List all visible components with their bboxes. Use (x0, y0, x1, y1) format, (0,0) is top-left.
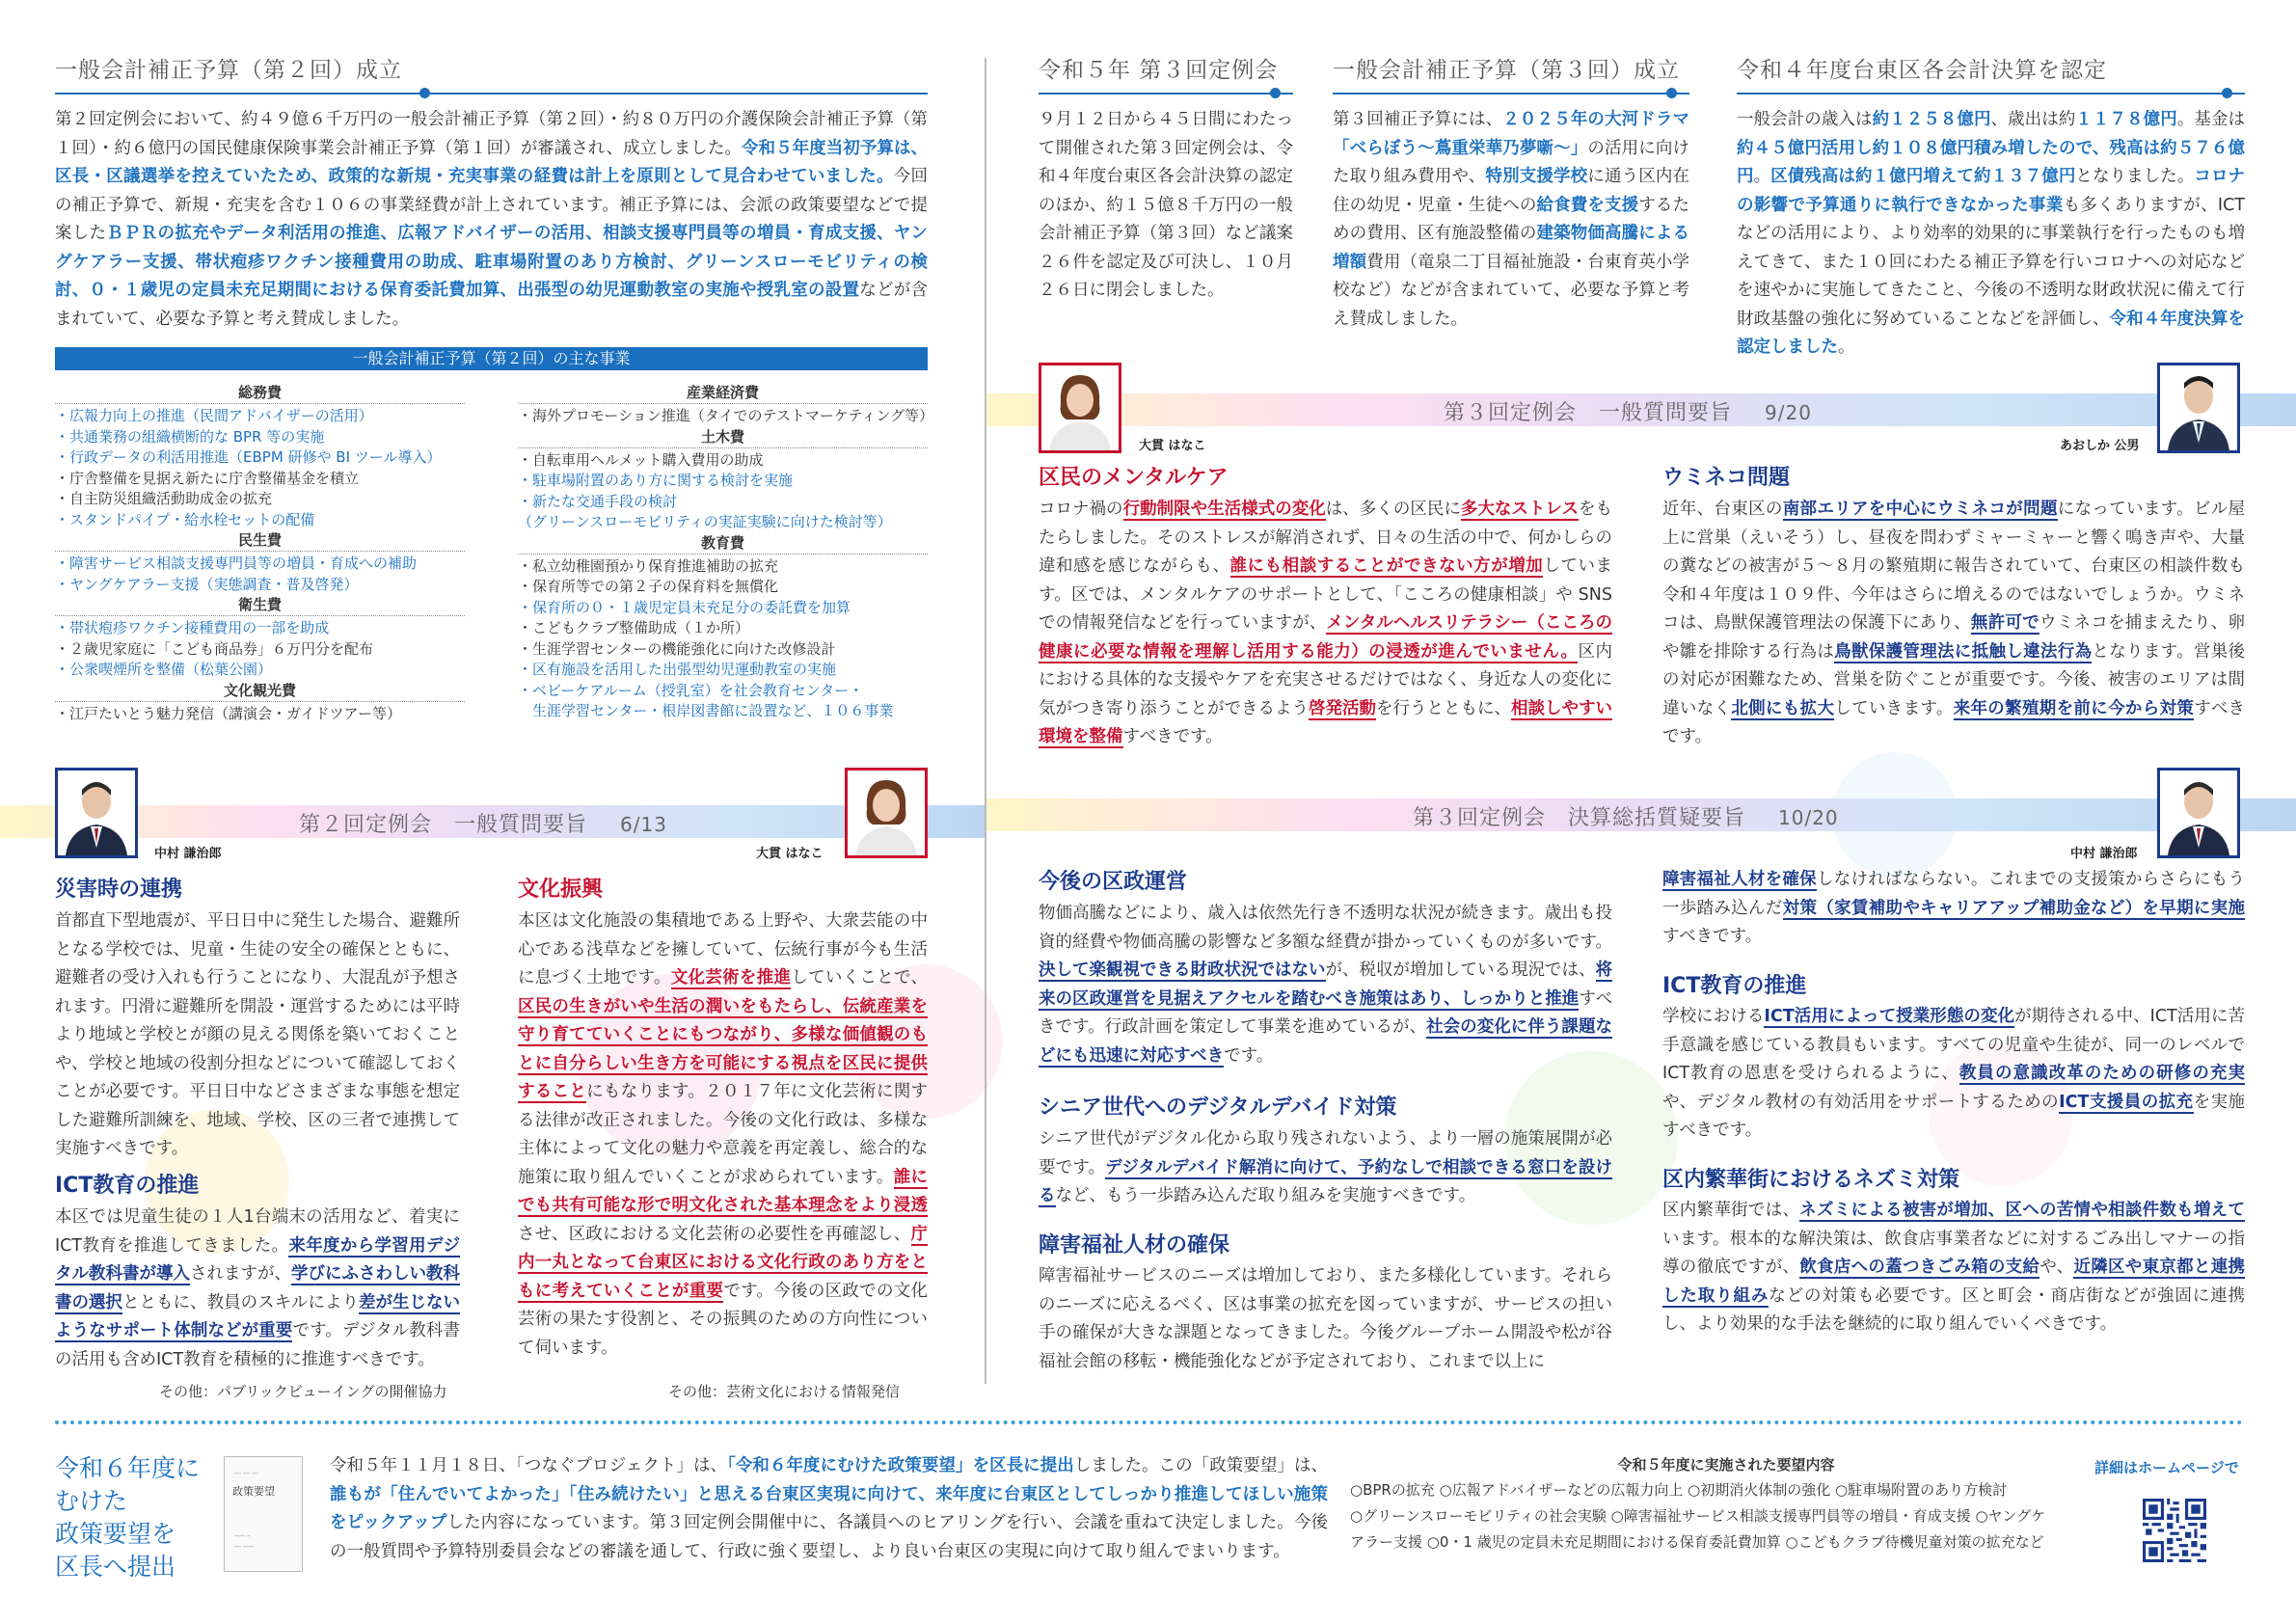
project-item: ・駐車場附置のあり方に関する検討を実施 (518, 472, 794, 489)
text-run: 鳥獣保護管理法に抵触し違法行為 (1834, 641, 2093, 662)
text-run: などの対策も必要です。区と町会・商店街などが強固に連携し、より効果的な手法を継続的に取り組んでいくべきです。 (1662, 1285, 2245, 1334)
text-run: とともに、教員のスキルにより (122, 1292, 359, 1312)
text-run: 来年度から学習用デジタル教科書が導入 (55, 1235, 460, 1284)
text-run: コロナ禍の (1039, 500, 1123, 519)
text-run: コロナの影響で予算通りに執行できなかった事業 (1737, 167, 2246, 215)
band-title: 第２回定例会 一般質問要旨 6/13 (299, 813, 667, 837)
text-run: すべきです。 (1662, 698, 2246, 746)
projects-column-2 (518, 383, 934, 722)
section-title-supplementary-3: 一般会計補正予算（第３回）成立 (1333, 58, 1680, 83)
text-run: すべきです。 (1122, 727, 1223, 746)
text-run: 誰にも相談することができない方が増加 (1229, 556, 1544, 576)
project-item: ・広報力向上の推進（民間アドバイザーの活用） (55, 407, 373, 424)
text-run: 令和５年度当初予算は、区長・区議選挙を控えていたため、政策的な新規・充実事業の経費は計上を原則として見合わせていました。 (55, 138, 928, 186)
project-item: ・２歳児家庭に「こども商品券」６万円分を配布 (55, 639, 374, 658)
author-name-aoshika: あおしか 公男 (2060, 439, 2140, 453)
text-welfare-personnel (1039, 1262, 1612, 1376)
text-run: ネズミによる被害が増加、区への苦情や相談件数も増えて (1799, 1201, 2246, 1220)
text-run: も多くありますが、ICTなどの活用により、より効率的効果的に事業執行を行ったものも増えてきて、また１０回にわたる補正予算を行いコロナへの対応などを速やかに実施してきたこと、今後の不透明な財政状況に備えて行財政基盤の強化に努めていることなどを評価し、 (1737, 195, 2245, 329)
text-run: 今回の補正予算で、新規・充実を含む１０６の事業経費が計上されています。補正予算には、会派の政策要望などで提案した (55, 167, 929, 243)
section-title-supplementary-2: 一般会計補正予算（第２回）成立 (55, 58, 402, 83)
text-run: です。今後の区政での文化芸術の果たす役割と、その振興のための方向性について伺います。 (518, 1281, 928, 1358)
text-run: しなければならない。これまでの支援策からさらにもう一歩踏み込んだ (1662, 870, 2246, 918)
text-supplementary-3 (1333, 106, 1689, 334)
text-run: 社会の変化に伴う課題などにも迅速に対応すべき (1039, 1017, 1612, 1066)
text-run: ICT支援員の拡充 (2059, 1092, 2194, 1112)
text-run: 区債残高は約１億円増えて約１３７億円 (1770, 167, 2076, 186)
text-run: 飲食店への蓋つきごみ箱の支給 (1799, 1258, 2040, 1277)
main-projects-bar: 一般会計補正予算（第２回）の主な事業 (55, 347, 928, 370)
text-run: １１７８億円 (2075, 110, 2177, 129)
text-run: 多大なストレス (1460, 500, 1579, 519)
text-run: です。 (1224, 1045, 1274, 1066)
text-welfare-personnel-first (1039, 1266, 1612, 1371)
avatar-onuki (845, 768, 928, 858)
text-run: 決して楽観視できる財政状況ではない (1039, 960, 1326, 980)
text-run: ２０２５年の大河ドラマ「べらぼう〜蔦重栄華乃夢噺〜」 (1333, 110, 1689, 158)
project-category: 総務費 (55, 383, 465, 404)
text-run: 首都直下型地震が、平日日中に発生した場合、避難所となる学校では、児童・生徒の安全の確保とともに、避難者の受け入れも行うことになり、大混乱が予想されます。円滑に避難所を開設・運営するためには平時より地域と学校とが顔の見える関係を築いておくことや、学校と地域の役割分担などについて確認しておくことが必要です。平日日中などさまざまな事態を想定した避難所訓練を、地域、学校、区の三者で連携して実施すべきです。 (55, 911, 460, 1158)
text-run: 費用（竜泉二丁目福祉施設・台東育英小学校など）などが含まれていて、必要な予算と考え賛成しました。 (1333, 252, 1689, 329)
text-run: 南部エリアを中心にウミネコが問題 (1782, 500, 2058, 519)
qr-code-icon[interactable] (2143, 1499, 2206, 1562)
text-run: です。デジタル教科書の活用も含めICT教育を積極的に推進すべきです。 (55, 1321, 460, 1369)
author-name-onuki: 大貫 はなこ (756, 847, 824, 861)
text-run: 庁内一丸となって台東区における文化行政のあり方をともに考えていくことが重要 (518, 1224, 928, 1301)
project-item: ・こどもクラブ整備助成（１か所） (518, 619, 750, 636)
title-dot (2222, 88, 2232, 98)
text-run: 誰もが「住んでいてよかった」「住み続けたい」と思える台東区実現に向けて、来年度に台東区としてしっかり推進してほしい施策をピックアップ (330, 1484, 1328, 1532)
text-3rd-session (1039, 106, 1293, 306)
heading-ict-education-right: ICT教育の推進 (1662, 974, 1807, 998)
text-run: 給食費を支援 (1536, 195, 1639, 215)
text-run: が期待される中、ICT活用に苦手意識を感じている教員もいます。すべての児童や生徒が、同一のレベルでICT教育の恩恵を受けられるように、 (1662, 1007, 2246, 1083)
text-future-administration (1039, 900, 1612, 1070)
center-divider (985, 58, 986, 1384)
title-dot (1666, 88, 1677, 98)
author-name-nakamura: 中村 謙治郎 (154, 847, 222, 861)
project-item: ・スタンドパイプ・給水栓セットの配備 (55, 510, 315, 528)
project-item: ・保育所等での第２子の保育料を無償化 (518, 578, 779, 595)
band-title: 第３回定例会 一般質問要旨 9/20 (1444, 401, 1812, 425)
text-run: にもなります。２０１７年に文化芸術に関する法律が改正されました。今後の文化行政は、多様な主体によって文化の魅力や意義を再定義し、総合的な施策に取り組んでいくことが求められています。 (518, 1082, 929, 1187)
avatar-nakamura (2157, 768, 2240, 858)
implemented-request-line: ○グリーンスローモビリティの社会実験 ○障害福祉サービス相談支援専門員等の増員・育成支援 ○ヤングケ (1350, 1507, 2046, 1525)
text-ict-education-left (55, 1204, 460, 1374)
text-run: は、多くの区民に (1325, 500, 1461, 519)
project-item: ・ベビーケアルーム（授乳室）を社会教育センター・ (518, 681, 864, 699)
implemented-requests-box (1350, 1452, 2102, 1555)
implemented-requests-title: 令和５年度に実施された要望内容 (1617, 1456, 1835, 1474)
project-category: 文化観光費 (55, 681, 465, 702)
text-seagull-problem (1662, 496, 2245, 752)
text-run: 誰にでも共有可能な形で明文化された基本理念をより浸透 (518, 1167, 928, 1215)
projects-column-1 (55, 383, 465, 724)
text-run: しています。区では、メンタルケアのサポートとして、「こころの健康相談」や SNS での情報発信などを行っていますが、 (1039, 556, 1612, 633)
project-item: ・私立幼稚園預かり保育推進補助の拡充 (518, 556, 779, 575)
text-run: 「令和６年度にむけた政策要望」を区長に提出 (727, 1456, 1074, 1475)
heading-rat-measures: 区内繁華街におけるネズミ対策 (1662, 1168, 1960, 1192)
text-run: していきます。 (1834, 698, 1954, 718)
text-run: や、デジタル教材の有効活用をサポートするための (1662, 1092, 2060, 1112)
footer-title: 令和６年度に むけた 政策要望を 区長へ提出 (55, 1454, 201, 1581)
text-run: 学校における (1662, 1007, 1765, 1026)
text-run: の活用に向けた取り組み費用や、 (1333, 138, 1689, 186)
text-run: 。 (1838, 338, 1855, 357)
text-run: 。 (1753, 167, 1771, 186)
title-rule (1333, 93, 1689, 95)
text-run: 区内繁華街では、 (1662, 1201, 1800, 1220)
implemented-request-line: アラー支援 ○0・1 歳児の定員未充足期間における保育委託費加算 ○こどもクラブ待機児童対策の拡充など (1350, 1533, 2044, 1551)
section-title-3rd-session: 令和５年 第３回定例会 (1039, 58, 1279, 83)
text-run: 区内における具体的な支援やケアを充実させるだけではなく、身近な人の変化に気がつき寄り添うことができるよう (1039, 641, 1612, 718)
text-run: になっています。ビル屋上に営巣（えいそう）し、昼夜を問わずミャーミャーと響く鳴き声や、大量の糞などの被害が５〜８月の繁殖期に報告されていて、台東区の相談件数も令和４年度は１０９件、今年はさらに増えるのではないでしょうか。ウミネコは、鳥獣保護管理法の保護下にあり、 (1662, 500, 2246, 633)
text-run: 近年、台東区の (1662, 500, 1783, 519)
text-run: 一般会計の歳入は (1737, 110, 1873, 129)
text-run: 近隣区や東京都と連携した取り組み (1662, 1258, 2246, 1306)
text-run: 対策（家賃補助やキャリアアップ補助金など）を早期に実施 (1782, 898, 2245, 918)
title-rule (1039, 93, 1293, 95)
section-title-settlement: 令和４年度台東区各会計決算を認定 (1737, 58, 2107, 83)
title-rule (1737, 93, 2245, 95)
heading-ict-education-left: ICT教育の推進 (55, 1174, 200, 1198)
text-run: をもたらしました。そのストレスが解消されず、日々の生活の中で、何かしらの違和感を感じながらも、 (1039, 500, 1612, 576)
text-digital-divide (1039, 1125, 1612, 1211)
text-run: デジタルデバイド解消に向けて、予約なしで相談できる窓口を設ける (1039, 1157, 1612, 1205)
avatar-aoshika (2157, 363, 2240, 453)
other-note-right: その他：芸術文化における情報発信 (668, 1383, 901, 1400)
text-run: すべきです。 (1662, 927, 1763, 946)
text-run: した内容になっています。第３回定例会開催中に、各議員へのヒアリングを行い、会議を重ねて決定しました。今後の一般質問や予算特別委員会などの審議を通して、行政に強く要望し、より良い台東区の実現に向けて取り組んでまいります。 (330, 1513, 1329, 1561)
text-run: を実施すべきです。 (1662, 1092, 2246, 1140)
text-run: 建築物価高騰による増額 (1333, 224, 1689, 272)
text-run: 約１２５８億円 (1872, 110, 1991, 129)
heading-future-administration: 今後の区政運営 (1039, 870, 1188, 894)
project-item: ・区有施設を活用した出張型幼児運動教室の実施 (518, 661, 837, 678)
text-run: 行動制限や生活様式の変化 (1122, 500, 1326, 519)
heading-culture-promotion: 文化振興 (518, 878, 604, 902)
footer-text (330, 1452, 1328, 1566)
heading-disaster-cooperation: 災害時の連携 (55, 878, 183, 902)
title-rule (55, 93, 928, 95)
project-category: 衛生費 (55, 595, 465, 616)
footer-divider (55, 1420, 2244, 1424)
avatar-onuki (1039, 363, 1121, 453)
text-run: などが含まれていて、必要な予算と考え賛成しました。 (55, 281, 928, 329)
project-item: ・江戸たいとう魅力発信（講演会・ガイドツアー等） (55, 704, 402, 722)
text-run: ＢＰＲの拡充やデータ利活用の推進、広報アドバイザーの活用、相談支援専門員等の増員・育成支援、ヤングケアラー支援、帯状疱疹ワクチン接種費用の助成、駐車場附置のあり方検討、グリーンスローモビリティの検討、０・１歳児の定員未充足期間における保育委託費加算、出張型の幼児運動教室の実施や授乳室の設置 (55, 224, 928, 300)
text-run: 啓発活動 (1309, 698, 1376, 718)
text-run: 障害福祉人材を確保 (1662, 870, 1817, 889)
project-item: ・海外プロモーション推進（タイでのテストマーケティング等） (518, 407, 934, 424)
text-run: が、税収が増加している現況では、 (1325, 960, 1596, 980)
text-run: 相談しやすい環境を整備 (1039, 698, 1612, 746)
text-run: となります。営巣後の対応が困難なため、営巣を防ぐことが重要です。今後、被害のエリアは間違いなく (1662, 641, 2246, 718)
text-run: 、歳出は約 (1990, 110, 2076, 129)
text-run: となりました。 (2075, 167, 2195, 186)
title-dot (1270, 88, 1281, 98)
project-item: ・共通業務の組織横断的な BPR 等の実施 (55, 427, 325, 446)
text-disaster-cooperation (55, 907, 460, 1164)
text-run: しました。この「政策要望」は、 (1073, 1456, 1329, 1475)
author-name-onuki: 大貫 はなこ (1139, 439, 1206, 453)
project-category: 土木費 (518, 427, 928, 448)
text-run: います。根本的な解決策は、飲食店事業者などに対するごみ出しマナーの指導の徹底ですが、 (1662, 1229, 2245, 1277)
project-item: ・保育所の０・１歳児定員未充足分の委託費を加算 (518, 598, 851, 616)
text-run: や、 (2039, 1258, 2074, 1277)
policy-request-cover-thumbnail: ── ── ── 政策要望 ─── ─ ── ─── (224, 1456, 303, 1572)
text-run: シニア世代がデジタル化から取り残されないよう、より一層の施策展開が必要です。 (1039, 1129, 1612, 1177)
text-rat-measures (1662, 1197, 2245, 1339)
text-run: 北側にも拡大 (1731, 698, 1835, 718)
text-run: 学びにふさわしい教科書の選択 (55, 1264, 460, 1312)
text-run: していくことで、 (791, 968, 929, 987)
other-note-left: その他：パブリックビューイングの開催協力 (159, 1383, 447, 1400)
text-run: 来年の繁殖期を前に今から対策 (1953, 698, 2195, 718)
text-run: 特別支援学校 (1485, 167, 1588, 186)
heading-mental-care: 区民のメンタルケア (1039, 466, 1229, 490)
text-run: ウミネコを捕まえたり、卵や雛を排除する行為は (1662, 613, 2246, 662)
text-run: を行うとともに、 (1376, 698, 1511, 718)
text-run: 区民の生きがいや生活の潤いをもたらし、伝統産業を守り育てていくことにもつながり、多様な価値観のもとに自分らしい生き方を可能にする視点を区民に提供すること (518, 996, 928, 1101)
implemented-request-line: ○BPRの拡充 ○広報アドバイザーなどの広報力向上 ○初期消火体制の強化 ○駐車場附置のあり方検討 (1350, 1481, 2008, 1499)
heading-welfare-personnel: 障害福祉人材の確保 (1039, 1233, 1230, 1258)
text-ict-education-right (1662, 1003, 2245, 1146)
project-item: ・自転車用ヘルメット購入費用の助成 (518, 450, 764, 469)
text-run: に通う区内在住の幼児・児童・生徒への (1333, 167, 1690, 215)
project-item: ・新たな交通手段の検討 (518, 492, 678, 510)
text-run: するための費用、区有施設整備の (1333, 195, 1689, 243)
text-run: ９月１２日から４５日間にわたって開催された第３回定例会は、令和４年度台東区各会計決算の認定のほか、約１５億８千万円の一般会計補正予算（第３回）など議案２６件を認定及び可決し、１０月２６日に閉会しました。 (1039, 110, 1293, 300)
heading-digital-divide: シニア世代へのデジタルデバイド対策 (1039, 1096, 1397, 1120)
text-culture-promotion (518, 907, 928, 1363)
text-run: 物価高騰などにより、歳入は依然先行き不透明な状況が続きます。歳出も投資的経費や物価高騰の影響など多額な経費が掛かっていくものが多いです。 (1039, 904, 1612, 952)
text-run: 。基金は (2176, 110, 2246, 129)
text-run: 令和５年１１月１８日、「つなぐプロジェクト」は、 (330, 1456, 728, 1475)
text-run: すべきです。行政計画を策定して事業を進めているが、 (1039, 988, 1612, 1037)
text-settlement (1737, 106, 2245, 363)
text-run: されますが、 (190, 1264, 291, 1284)
project-category: 教育費 (518, 533, 928, 555)
project-item: ・公衆喫煙所を整備（松葉公園） (55, 661, 273, 678)
project-item: ・生涯学習センターの機能強化に向けた改修設計 (518, 639, 836, 658)
text-run: 第３回補正予算には、 (1333, 110, 1503, 129)
band-title: 第３回定例会 決算総括質疑要旨 10/20 (1413, 806, 1839, 830)
text-run: 令和４年度決算を認定しました (1737, 309, 2245, 357)
text-run: など、もう一歩踏み込んだ取り組みを実施すべきです。 (1055, 1186, 1476, 1205)
project-item: 生涯学習センター・根岸図書館に設置など、１０６事業 (518, 702, 894, 719)
title-dot (419, 88, 430, 98)
author-name-nakamura: 中村 謙治郎 (2070, 847, 2138, 861)
project-category: 産業経済費 (518, 383, 928, 404)
text-run: 約４５億円活用し約１０８億円積み増したので、残高は約５７６億円 (1737, 138, 2245, 186)
project-item: ・行政データの利活用推進（EBPM 研修や BI ツール導入） (55, 448, 442, 466)
homepage-link[interactable]: 詳細はホームページで (2094, 1459, 2239, 1476)
text-run: ICT活用によって授業形態の変化 (1764, 1007, 2015, 1026)
text-run: 本区は文化施設の集積地である上野や、大衆芸能の中心である浅草などを擁していて、伝統行事が今も生活に息づく土地です。 (518, 911, 928, 987)
text-run: メンタルヘルスリテラシー（こころの健康に必要な情報を理解し活用する能力）の浸透が進んでいません。 (1039, 613, 1612, 662)
project-item: ・ヤングケアラー支援（実態調査・普及啓発） (55, 575, 359, 593)
text-mental-care (1039, 496, 1612, 752)
project-item: ・自主防災組織活動助成金の拡充 (55, 490, 273, 507)
text-run: 教員の意識改革のための研修の充実 (1958, 1064, 2245, 1083)
avatar-nakamura (55, 768, 138, 858)
project-item: ・帯状疱疹ワクチン接種費用の一部を助成 (55, 619, 330, 636)
heading-seagull-problem: ウミネコ問題 (1662, 466, 1791, 490)
text-run: 本区では児童生徒の１人1台端末の活用など、着実にICT教育を推進してきました。 (55, 1207, 460, 1256)
project-item: ・障害サービス相談支援専門員等の増員・育成への補助 (55, 555, 418, 572)
text-run: 差が生じないようなサポート体制などが重要 (55, 1292, 461, 1340)
text-welfare-personnel-continued (1662, 866, 2245, 952)
text-run: 文化芸術を推進 (670, 968, 792, 987)
project-item: ・庁舎整備を見据え新たに庁舎整備基金を積立 (55, 469, 360, 487)
project-category: 民生費 (55, 530, 465, 552)
text-run: 無許可で (1970, 613, 2040, 633)
text-run: 将来の区政運営を見据えアクセルを踏むべき施策はあり、しっかりと推進 (1039, 960, 1612, 1009)
text-run: 第２回定例会において、約４９億６千万円の一般会計補正予算（第２回）・約８０万円の介護保険会計補正予算（第１回）・約６億円の国民健康保険事業会計補正予算（第１回）が審議され、成立しました。 (55, 110, 928, 158)
text-run: させ、区政における文化芸術の必要性を再確認し、 (518, 1224, 911, 1244)
supplementary-2-intro (55, 106, 928, 334)
project-item: （グリーンスローモビリティの実証実験に向けた検討等） (518, 513, 892, 530)
text-run: 障害福祉サービスのニーズは増加しており、また多様化しています。それらのニーズに応えるべく、区は事業の拡充を図っていますが、サービスの担い手の確保が大きな課題となってきました。今後グループホーム開設や松が谷福祉会館の移転・機能強化などが予定されており、これまで以上に (1039, 1266, 1612, 1371)
